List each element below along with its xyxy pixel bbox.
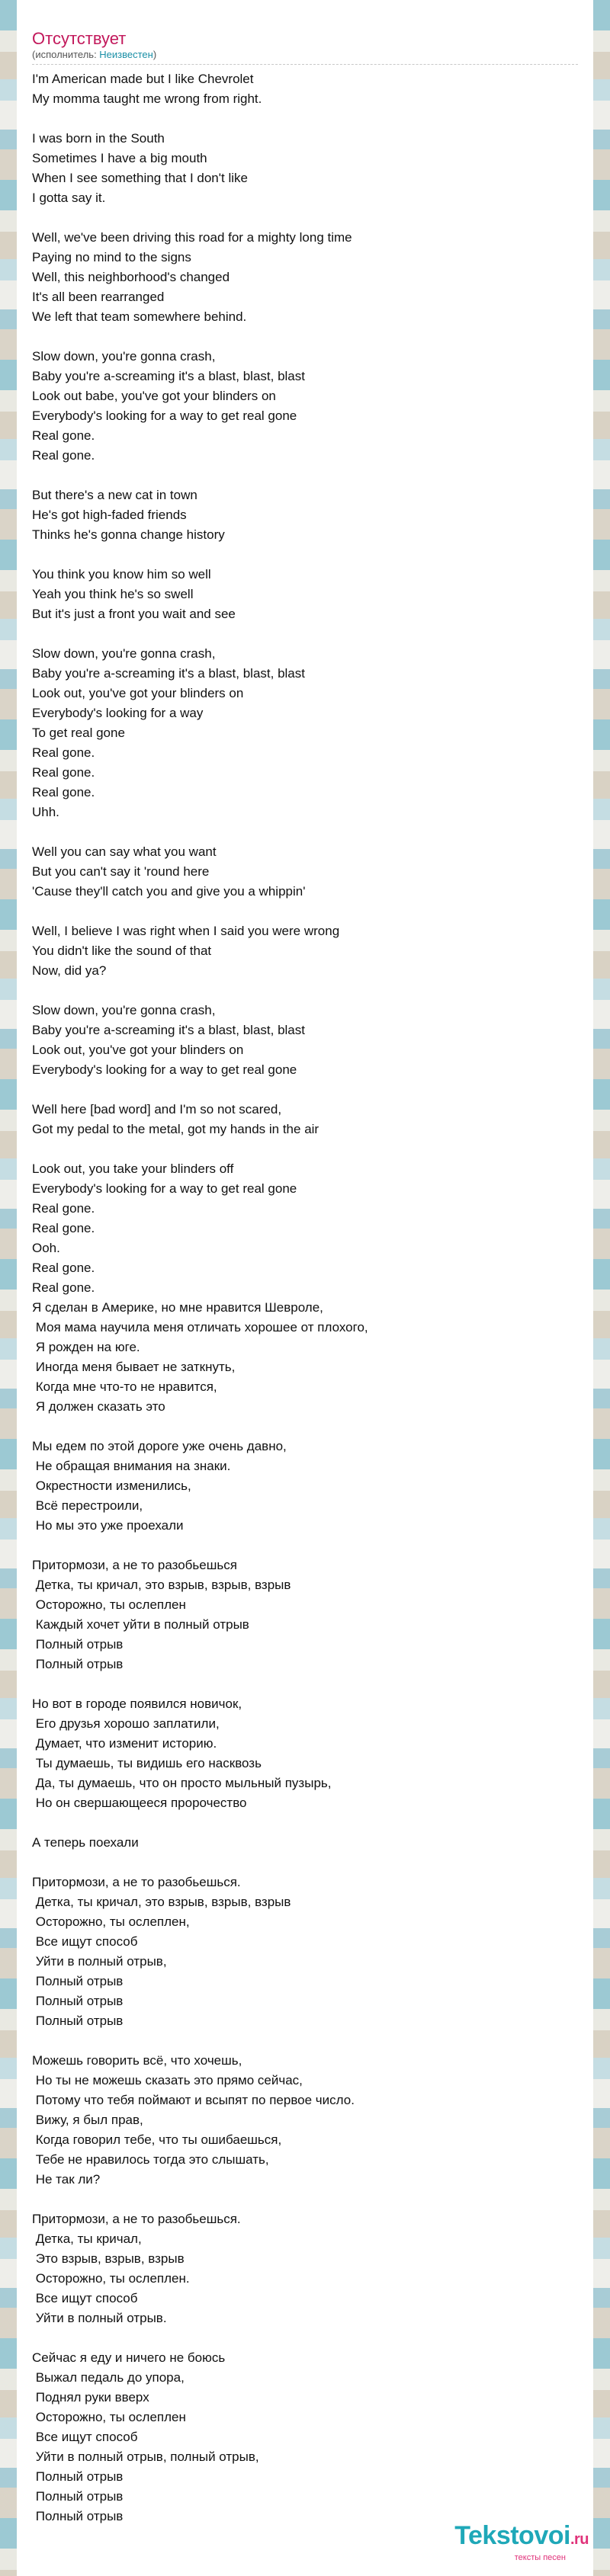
lyrics-line: Look out babe, you've got your blinders on [32,389,276,403]
lyrics-line: Потому что тебя поймают и всыпят по первое число. [32,2093,355,2107]
lyrics-line: Но ты не можешь сказать это прямо сейчас, [32,2073,303,2087]
lyrics-line: Полный отрыв [32,1657,124,1671]
lyrics-line: Well, I believe I was right when I said you were wrong [32,924,340,938]
lyrics-blank-line [32,2031,578,2051]
lyrics-line: Real gone. [32,1221,95,1235]
lyrics-line: Everybody's looking for a way to get real gone [32,1062,297,1077]
lyrics-line: But there's a new cat in town [32,488,197,502]
logo-tagline: тексты песен [514,2553,566,2562]
lyrics-line: Поднял руки вверх [32,2390,149,2405]
lyrics-line: Не так ли? [32,2172,101,2187]
lyrics-line: Я должен сказать это [32,1399,165,1414]
lyrics-line: Slow down, you're gonna crash, [32,1003,216,1017]
lyrics-line: But it's just a front you wait and see [32,607,236,621]
lyrics-line: You think you know him so well [32,567,211,582]
lyrics-line: Но он свершающееся пророчество [32,1796,247,1810]
lyrics-line: Все ищут способ [32,1934,138,1949]
lyrics-line: Baby you're a-screaming it's a blast, blast, blast [32,369,305,383]
artist-prefix: (исполнитель: [32,49,100,60]
lyrics-blank-line [32,109,578,129]
lyrics-line: Тебе не нравилось тогда это слышать, [32,2152,269,2167]
lyrics-line: Look out, you've got your blinders on [32,686,244,700]
lyrics-blank-line [32,1853,578,1873]
lyrics-line: Thinks he's gonna change history [32,527,225,542]
lyrics-blank-line [32,1813,578,1833]
lyrics-line: Его друзья хорошо заплатили, [32,1716,220,1731]
lyrics-line: Полный отрыв [32,2509,124,2523]
artist-suffix: ) [152,49,157,60]
lyrics-line: Ooh. [32,1241,60,1255]
lyrics-line: Real gone. [32,1280,95,1295]
lyrics-line: Осторожно, ты ослеплен, [32,1914,190,1929]
lyrics-line: I was born in the South [32,131,165,146]
lyrics-line: Slow down, you're gonna crash, [32,646,216,661]
lyrics-line: It's all been rearranged [32,290,165,304]
lyrics-line: Все ищут способ [32,2430,138,2444]
lyrics-blank-line [32,545,578,565]
lyrics-line: Все ищут способ [32,2291,138,2305]
lyrics-blank-line [32,1417,578,1437]
lyrics-line: Сейчас я еду и ничего не боюсь [32,2350,226,2365]
lyrics-line: I'm American made but I like Chevrolet [32,72,254,86]
lyrics-line: Окрестности изменились, [32,1479,191,1493]
lyrics-line: Уйти в полный отрыв, [32,1954,167,1969]
lyrics-line: Вижу, я был прав, [32,2113,143,2127]
lyrics-line: Look out, you've got your blinders on [32,1043,244,1057]
lyrics-line: Я рожден на юге. [32,1340,140,1354]
lyrics-line: Well you can say what you want [32,844,217,859]
lyrics-line: Осторожно, ты ослеплен [32,2410,186,2424]
lyrics-line: 'Cause they'll catch you and give you a whippin' [32,884,306,899]
lyrics-blank-line [32,2190,578,2209]
lyrics-line: Когда мне что-то не нравится, [32,1379,217,1394]
lyrics-line: Когда говорил тебе, что ты ошибаешься, [32,2132,282,2147]
logo-name: Tekstovoi [454,2521,570,2550]
lyrics-line: Real gone. [32,448,95,463]
lyrics-line: Моя мама научила меня отличать хорошее от плохого, [32,1320,368,1334]
lyrics-blank-line [32,1674,578,1694]
lyrics-line: Real gone. [32,785,95,799]
lyrics-line: Полный отрыв [32,1637,124,1652]
lyrics-line: Well here [bad word] and I'm so not scared, [32,1102,282,1117]
lyrics-line: When I see something that I don't like [32,171,248,185]
lyrics-text [32,69,578,2526]
page-title: Отсутствует [32,29,127,48]
lyrics-line: Думает, что изменит историю. [32,1736,217,1751]
lyrics-line: Детка, ты кричал, [32,2232,142,2246]
lyrics-line: Baby you're a-screaming it's a blast, blast, blast [32,1023,305,1037]
lyrics-line: Got my pedal to the metal, got my hands in the air [32,1122,319,1136]
lyrics-line: Детка, ты кричал, это взрыв, взрыв, взрыв [32,1895,291,1909]
lyrics-line: Выжал педаль до упора, [32,2370,185,2385]
lyrics-blank-line [32,2328,578,2348]
lyrics-line: Полный отрыв [32,2469,124,2484]
lyrics-line: Baby you're a-screaming it's a blast, blast, blast [32,666,305,681]
site-logo[interactable] [454,2522,589,2562]
lyrics-blank-line [32,1139,578,1159]
lyrics-line: Уйти в полный отрыв, полный отрыв, [32,2449,259,2464]
lyrics-blank-line [32,981,578,1001]
lyrics-line: Не обращая внимания на знаки. [32,1459,231,1473]
lyrics-line: You didn't like the sound of that [32,944,212,958]
lyrics-blank-line [32,902,578,921]
lyrics-line: Everybody's looking for a way to get real gone [32,409,297,423]
lyrics-line: Иногда меня бывает не заткнуть, [32,1360,236,1374]
lyrics-line: Real gone. [32,1201,95,1216]
lyrics-line: We left that team somewhere behind. [32,309,247,324]
lyrics-line: Yeah you think he's so swell [32,587,194,601]
lyrics-line: Everybody's looking for a way to get real gone [32,1181,297,1196]
lyrics-line: He's got high-faded friends [32,508,187,522]
lyrics-blank-line [32,822,578,842]
lyrics-blank-line [32,1080,578,1100]
lyrics-line: Uhh. [32,805,59,819]
lyrics-blank-line [32,624,578,644]
lyrics-line: Детка, ты кричал, это взрыв, взрыв, взрыв [32,1578,291,1592]
lyrics-line: Притормози, а не то разобьешься. [32,2212,241,2226]
lyrics-line: Можешь говорить всё, что хочешь, [32,2053,242,2068]
lyrics-line: Everybody's looking for a way [32,706,204,720]
logo-tld: .ru [570,2531,589,2548]
lyrics-line: Look out, you take your blinders off [32,1161,234,1176]
lyrics-line: Уйти в полный отрыв. [32,2311,167,2325]
lyrics-line: Real gone. [32,428,95,443]
lyrics-line: Slow down, you're gonna crash, [32,349,216,364]
lyrics-line: Now, did ya? [32,963,107,978]
lyrics-line: А теперь поехали [32,1835,139,1850]
lyrics-line: Но мы это уже проехали [32,1518,184,1533]
lyrics-line: Но вот в городе появился новичок, [32,1697,242,1711]
lyrics-line: To get real gone [32,726,125,740]
lyrics-line: I gotta say it. [32,191,106,205]
lyrics-line: Осторожно, ты ослеплен [32,1597,186,1612]
lyrics-line: Осторожно, ты ослеплен. [32,2271,190,2286]
lyrics-line: Paying no mind to the signs [32,250,191,264]
lyrics-card [17,0,593,2576]
lyrics-line: Ты думаешь, ты видишь его насквозь [32,1756,262,1770]
lyrics-line: Притормози, а не то разобьешься [32,1558,237,1572]
lyrics-line: Well, we've been driving this road for a mighty long time [32,230,352,245]
lyrics-line: Real gone. [32,765,95,780]
lyrics-line: Это взрыв, взрыв, взрыв [32,2251,185,2266]
lyrics-line: Я сделан в Америке, но мне нравится Шевроле, [32,1300,323,1315]
lyrics-line: My momma taught me wrong from right. [32,91,262,106]
lyrics-line: Да, ты думаешь, что он просто мыльный пузырь, [32,1776,332,1790]
logo-wordmark [454,2522,589,2553]
lyrics-line: Всё перестроили, [32,1498,143,1513]
artist-link[interactable]: Неизвестен [99,49,153,60]
lyrics-blank-line [32,208,578,228]
lyrics-blank-line [32,466,578,485]
lyrics-line: Мы едем по этой дороге уже очень давно, [32,1439,287,1453]
lyrics-line: But you can't say it 'round here [32,864,210,879]
lyrics-line: Полный отрыв [32,1994,124,2008]
lyrics-blank-line [32,1536,578,1556]
artist-line [32,49,578,65]
lyrics-line: Полный отрыв [32,2014,124,2028]
lyrics-line: Well, this neighborhood's changed [32,270,230,284]
lyrics-line: Sometimes I have a big mouth [32,151,207,165]
lyrics-line: Полный отрыв [32,2489,124,2504]
lyrics-blank-line [32,327,578,347]
lyrics-line: Real gone. [32,1261,95,1275]
lyrics-line: Каждый хочет уйти в полный отрыв [32,1617,249,1632]
lyrics-line: Полный отрыв [32,1974,124,1988]
lyrics-line: Real gone. [32,745,95,760]
lyrics-line: Притормози, а не то разобьешься. [32,1875,241,1889]
